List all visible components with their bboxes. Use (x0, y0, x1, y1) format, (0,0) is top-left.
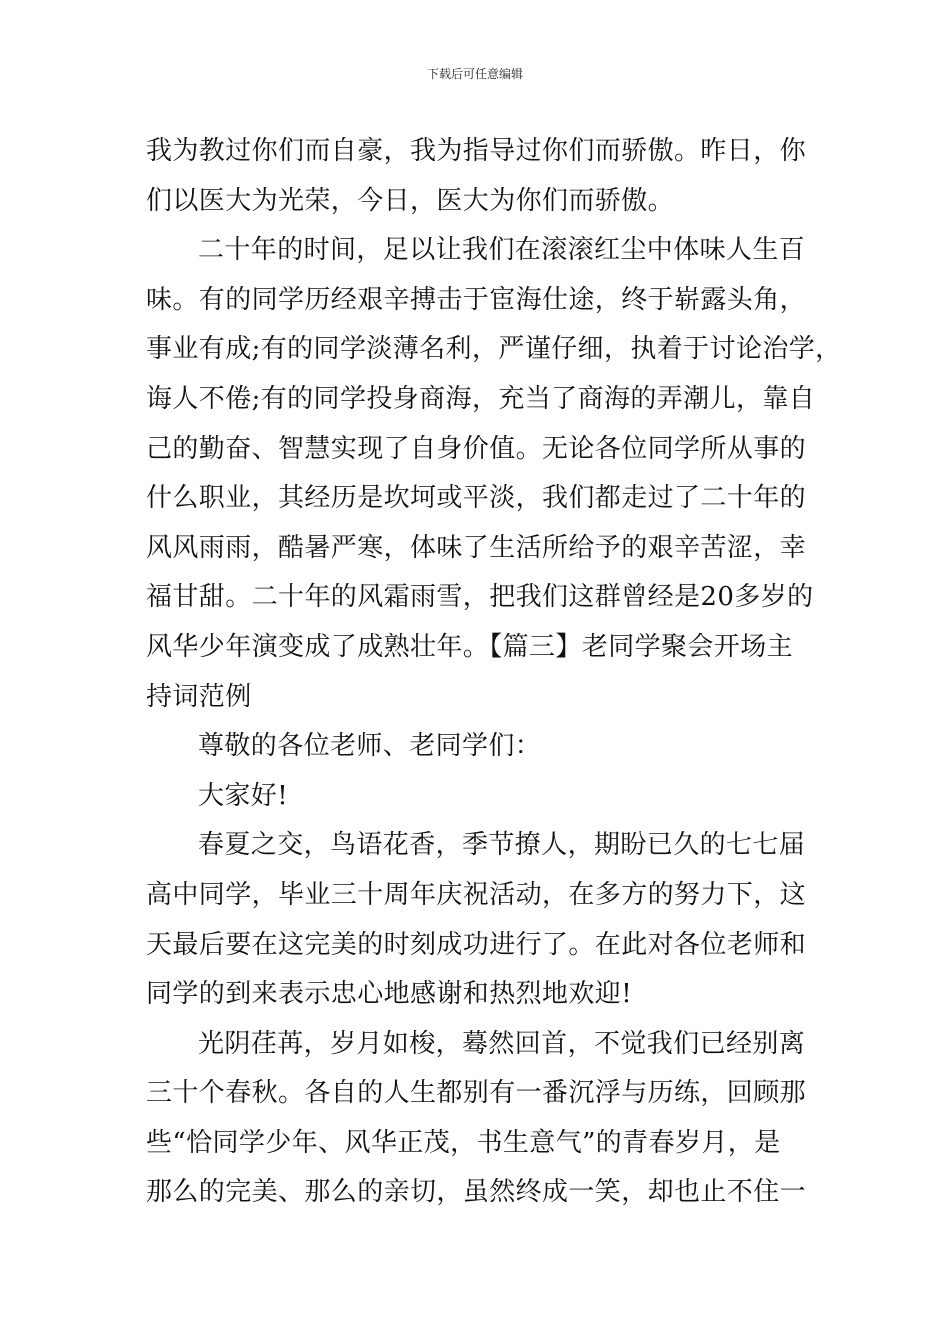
text-line: 福甘甜。二十年的风霜雨雪，把我们这群曾经是20多岁的 (146, 582, 814, 613)
text-line: 事业有成;有的同学淡薄名利，严谨仔细，执着于讨论治学， (146, 334, 842, 365)
text-line: 诲人不倦;有的同学投身商海，充当了商海的弄潮儿，靠自 (146, 383, 816, 414)
salutation-line: 尊敬的各位老师、老同学们： (198, 731, 542, 762)
text-line: 们以医大为光荣，今日，医大为你们而骄傲。 (146, 185, 675, 216)
text-line: 同学的到来表示忠心地感谢和热烈地欢迎! (146, 979, 633, 1010)
text-line: 我为教过你们而自豪，我为指导过你们而骄傲。昨日，你 (146, 136, 807, 166)
text-line: 些“恰同学少年、风华正茂，书生意气”的青春岁月，是 (146, 1127, 781, 1158)
text-line: 那么的完美、那么的亲切，虽然终成一笑，却也止不住一 (146, 1177, 807, 1208)
text-line: 风华少年演变成了成熟壮年。【篇三】老同学聚会开场主 (146, 631, 794, 662)
page-header: 下载后可任意编辑 (426, 67, 523, 81)
text-line: 己的勤奋、智慧实现了自身价值。无论各位同学所从事的 (146, 433, 807, 464)
greeting-line: 大家好! (198, 780, 289, 811)
paragraph-first-line: 二十年的时间，足以让我们在滚滚红尘中体味人生百 (198, 235, 806, 266)
text-line: 风风雨雨，酷暑严寒，体味了生活所给予的艰辛苦涩，幸 (146, 532, 807, 563)
text-line: 三十个春秋。各自的人生都别有一番沉浮与历练，回顾那 (146, 1078, 807, 1109)
paragraph-first-line: 春夏之交，鸟语花香，季节撩人，期盼已久的七七届 (198, 830, 806, 861)
paragraph-first-line: 光阴荏苒，岁月如梭，蓦然回首，不觉我们已经别离 (198, 1028, 806, 1059)
text-line: 味。有的同学历经艰辛搏击于宦海仕途，终于崭露头角， (146, 284, 807, 315)
text-line: 天最后要在这完美的时刻成功进行了。在此对各位老师和 (146, 929, 807, 960)
text-line: 高中同学，毕业三十周年庆祝活动，在多方的努力下，这 (146, 879, 807, 910)
text-line: 持词范例 (146, 681, 252, 712)
text-line: 什么职业，其经历是坎坷或平淡，我们都走过了二十年的 (146, 483, 807, 514)
document-body (146, 127, 842, 1218)
